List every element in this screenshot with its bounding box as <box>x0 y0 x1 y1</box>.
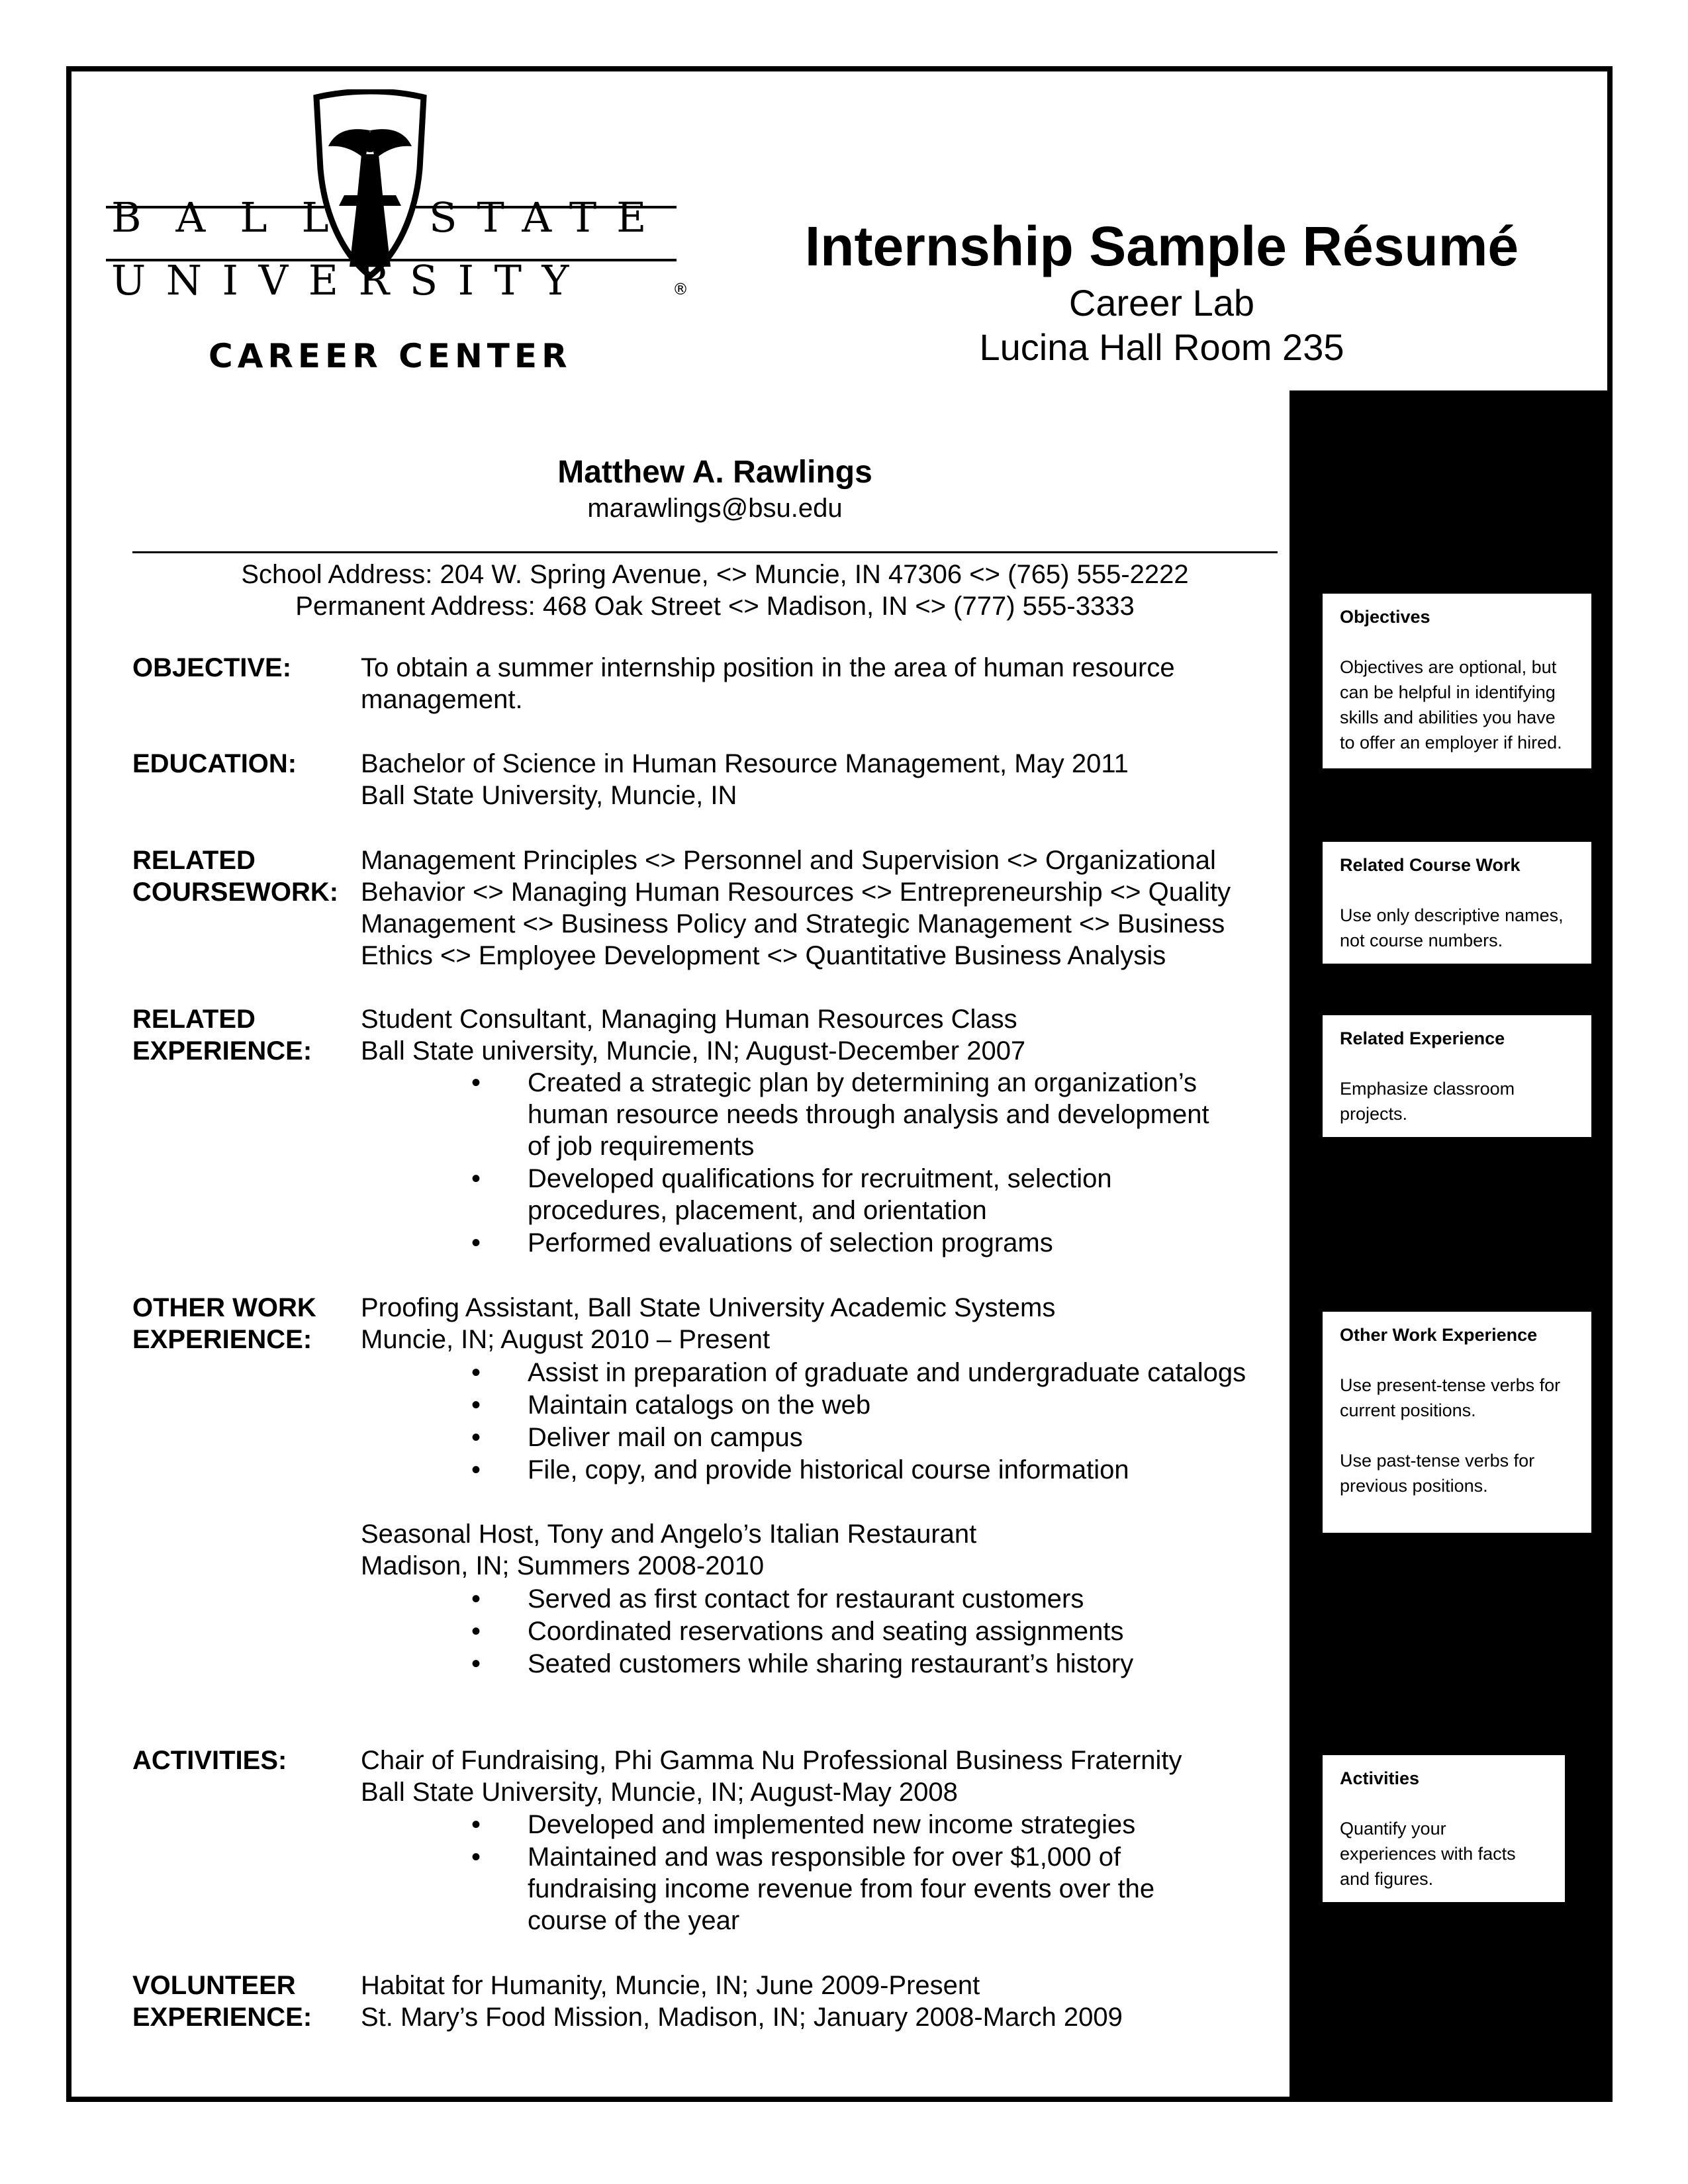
education-line: Ball State University, Muncie, IN <box>361 781 737 810</box>
list-item: Maintain catalogs on the web <box>528 1390 871 1420</box>
tip-line: Quantify your <box>1340 1819 1446 1839</box>
volunteer-line: Habitat for Humanity, Muncie, IN; June 2009-Present <box>361 1971 980 2000</box>
tip-line: Use present-tense verbs for <box>1340 1375 1561 1395</box>
tip-title: Other Work Experience <box>1340 1325 1538 1345</box>
bullet-icon: • <box>471 1649 481 1678</box>
related-experience-line: Ball State university, Muncie, IN; August-December 2007 <box>361 1036 1026 1066</box>
volunteer-line: St. Mary’s Food Mission, Madison, IN; January 2008-March 2009 <box>361 2003 1123 2032</box>
page-subtitle-career-lab: Career Lab <box>1068 282 1255 324</box>
objective-label: OBJECTIVE: <box>132 653 292 682</box>
tip-line: projects. <box>1340 1104 1408 1124</box>
list-item: of job requirements <box>528 1132 755 1161</box>
education-line: Bachelor of Science in Human Resource Management, May 2011 <box>361 749 1129 778</box>
tip-line: to offer an employer if hired. <box>1340 733 1562 752</box>
logo-career-center: CAREER CENTER <box>209 337 572 375</box>
objective-line: management. <box>361 685 523 714</box>
tip-box-activities <box>1321 1754 1566 1903</box>
coursework-line: Behavior <> Managing Human Resources <> Entrepreneurship <> Quality <box>361 878 1231 907</box>
list-item: Seated customers while sharing restaurant’s history <box>528 1649 1134 1678</box>
tip-line: can be helpful in identifying <box>1340 682 1556 702</box>
logo-word-university: UNIVERSITY <box>111 256 589 304</box>
bullet-icon: • <box>471 1068 481 1097</box>
coursework-label: RELATED <box>132 846 256 875</box>
page-subtitle-location: Lucina Hall Room 235 <box>979 326 1344 368</box>
volunteer-label: EXPERIENCE: <box>132 2003 312 2032</box>
bullet-icon: • <box>471 1843 481 1872</box>
list-item: File, copy, and provide historical course information <box>528 1455 1129 1484</box>
activities-line: Chair of Fundraising, Phi Gamma Nu Professional Business Fraternity <box>361 1746 1182 1775</box>
tip-line: Objectives are optional, but <box>1340 657 1557 677</box>
logo-registered: ® <box>673 280 688 298</box>
list-item: Served as first contact for restaurant customers <box>528 1584 1084 1614</box>
activities-line: Ball State University, Muncie, IN; August-May 2008 <box>361 1778 958 1807</box>
logo-word-state: STATE <box>429 193 667 242</box>
bullet-icon: • <box>471 1810 481 1839</box>
tip-line: Emphasize classroom <box>1340 1079 1515 1099</box>
list-item: Developed and implemented new income strategies <box>528 1810 1136 1839</box>
other-work-label: EXPERIENCE: <box>132 1325 312 1354</box>
tip-title: Activities <box>1340 1768 1420 1788</box>
tip-line: Use past-tense verbs for <box>1340 1451 1535 1471</box>
tip-box-coursework <box>1321 841 1593 965</box>
bullet-icon: • <box>471 1617 481 1646</box>
other-work-line: Seasonal Host, Tony and Angelo’s Italian Restaurant <box>361 1520 977 1549</box>
permanent-address: Permanent Address: 468 Oak Street <> Madison, IN <> (777) 555-3333 <box>295 592 1135 621</box>
bullet-icon: • <box>471 1390 481 1420</box>
bullet-icon: • <box>471 1455 481 1484</box>
other-work-line: Proofing Assistant, Ball State University Academic Systems <box>361 1293 1056 1322</box>
coursework-label: COURSEWORK: <box>132 878 339 907</box>
tip-title: Related Course Work <box>1340 855 1521 875</box>
bullet-icon: • <box>471 1164 481 1193</box>
list-item: procedures, placement, and orientation <box>528 1196 987 1225</box>
other-work-line: Muncie, IN; August 2010 – Present <box>361 1325 771 1354</box>
other-work-label: OTHER WORK <box>132 1293 316 1322</box>
coursework-line: Management Principles <> Personnel and Supervision <> Organizational <box>361 846 1216 875</box>
list-item: Assist in preparation of graduate and undergraduate catalogs <box>528 1358 1246 1387</box>
tip-line: and figures. <box>1340 1869 1434 1889</box>
divider-rule <box>132 551 1278 553</box>
bullet-icon: • <box>471 1228 481 1257</box>
list-item: Maintained and was responsible for over $1,000 of <box>528 1843 1121 1872</box>
activities-label: ACTIVITIES: <box>132 1746 287 1775</box>
bullet-icon: • <box>471 1358 481 1387</box>
logo-word-ball: BALL <box>111 193 363 242</box>
tip-title: Objectives <box>1340 607 1430 627</box>
tip-line: experiences with facts <box>1340 1844 1516 1864</box>
tip-box-objectives <box>1321 592 1593 770</box>
related-experience-line: Student Consultant, Managing Human Resources Class <box>361 1005 1017 1034</box>
related-experience-label: EXPERIENCE: <box>132 1036 312 1066</box>
volunteer-label: VOLUNTEER <box>132 1971 296 2000</box>
coursework-line: Ethics <> Employee Development <> Quantitative Business Analysis <box>361 941 1166 970</box>
education-label: EDUCATION: <box>132 749 297 778</box>
tip-line: Use only descriptive names, <box>1340 905 1564 925</box>
coursework-line: Management <> Business Policy and Strategic Management <> Business <box>361 909 1225 938</box>
tip-line: current positions. <box>1340 1400 1476 1420</box>
objective-line: To obtain a summer internship position in the area of human resource <box>361 653 1175 682</box>
list-item: Created a strategic plan by determining an organization’s <box>528 1068 1197 1097</box>
list-item: course of the year <box>528 1906 740 1935</box>
bullet-icon: • <box>471 1584 481 1614</box>
tip-box-related-experience <box>1321 1014 1593 1138</box>
resume-name: Matthew A. Rawlings <box>557 455 872 490</box>
list-item: Performed evaluations of selection programs <box>528 1228 1053 1257</box>
resume-email: marawlings@bsu.edu <box>587 494 843 523</box>
tip-line: not course numbers. <box>1340 931 1503 950</box>
list-item: Coordinated reservations and seating assignments <box>528 1617 1124 1646</box>
list-item: Deliver mail on campus <box>528 1423 803 1452</box>
related-experience-label: RELATED <box>132 1005 256 1034</box>
list-item: fundraising income revenue from four events over the <box>528 1874 1155 1903</box>
list-item: Developed qualifications for recruitment, selection <box>528 1164 1112 1193</box>
tip-line: skills and abilities you have <box>1340 707 1556 727</box>
page-title: Internship Sample Résumé <box>804 215 1519 277</box>
tip-line: previous positions. <box>1340 1476 1488 1496</box>
tip-title: Related Experience <box>1340 1028 1505 1048</box>
ball-state-logo <box>106 89 688 381</box>
other-work-line: Madison, IN; Summers 2008-2010 <box>361 1551 765 1580</box>
list-item: human resource needs through analysis and development <box>528 1100 1209 1129</box>
bullet-icon: • <box>471 1423 481 1452</box>
tip-box-other-work <box>1321 1310 1593 1534</box>
beneficence-statue-icon <box>316 91 424 276</box>
school-address: School Address: 204 W. Spring Avenue, <> Muncie, IN 47306 <> (765) 555-2222 <box>241 560 1189 589</box>
